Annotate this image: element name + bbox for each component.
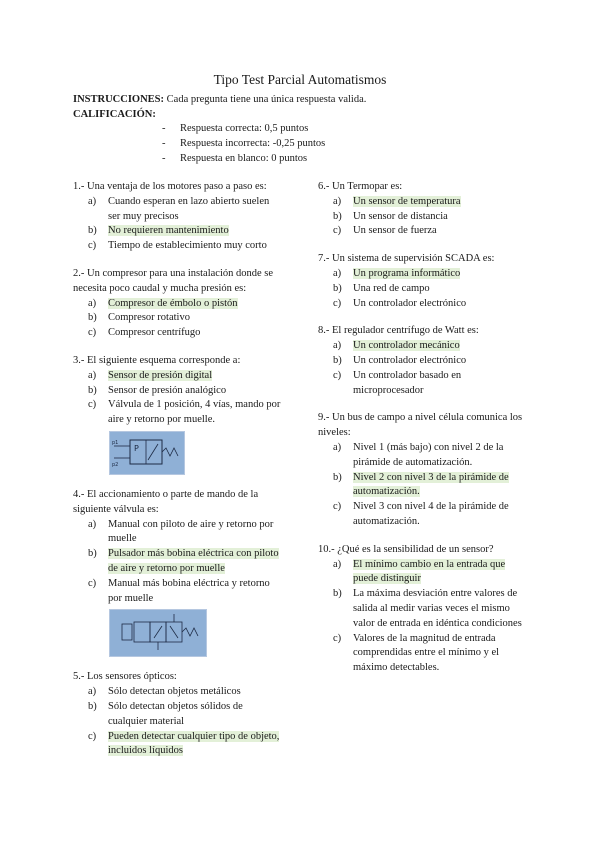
option-c[interactable]: c) Manual más bobina eléctrica y retorno por muelle bbox=[88, 577, 270, 604]
correct-answer-highlight: Un controlador mecánico bbox=[353, 340, 460, 352]
correct-answer-highlight: Compresor de émbolo o pistón bbox=[108, 297, 238, 309]
option-c[interactable]: c) Valores de la magnitud de entrada comprendidas entre el mínimo y el máximo detectables. bbox=[333, 632, 500, 674]
svg-text:p1: p1 bbox=[112, 439, 119, 446]
question-stem: 6.- Un Termopar es: bbox=[318, 181, 403, 192]
question-5 bbox=[73, 670, 281, 759]
scoring-item: - Respuesta incorrecta: -0,25 puntos bbox=[162, 138, 326, 149]
option-a[interactable]: a) Sensor de presión digital bbox=[88, 369, 213, 381]
question-2 bbox=[73, 267, 281, 341]
grading-label: CALIFICACIÓN: bbox=[73, 109, 156, 120]
option-a[interactable]: a) Sólo detectan objetos metálicos bbox=[88, 686, 241, 698]
question-stem: 2.- Un compresor para una instalación donde se necesita poco caudal y mucha presión es: bbox=[73, 267, 274, 294]
question-10 bbox=[318, 543, 526, 676]
option-c[interactable]: c) Compresor centrífugo bbox=[88, 327, 201, 339]
instructions-text: Cada pregunta tiene una única respuesta valida. bbox=[166, 94, 367, 105]
instructions-label: INSTRUCCIONES: bbox=[73, 94, 165, 105]
option-c[interactable]: c) Nivel 3 con nivel 4 de la pirámide de automatización. bbox=[333, 501, 509, 527]
page-title: Tipo Test Parcial Automatismos bbox=[213, 72, 387, 87]
correct-answer-highlight: Pulsador más bobina eléctrica con piloto de aire y retorno por muelle bbox=[108, 548, 279, 574]
question-7 bbox=[318, 252, 526, 311]
question-stem: 7.- Un sistema de supervisión SCADA es: bbox=[318, 253, 495, 265]
option-b[interactable]: b) La máxima desviación entre valores de salida al medir varias veces el mismo valor de entrada en idéntica condiciones bbox=[333, 588, 522, 629]
question-stem: 10.- ¿Qué es la sensibilidad de un sensor? bbox=[318, 543, 494, 555]
option-a[interactable]: a) Cuando esperan en lazo abierto suelen ser muy precisos bbox=[88, 195, 270, 222]
option-b[interactable]: b) Un sensor de distancia bbox=[333, 210, 448, 222]
scoring-item: - Respuesta correcta: 0,5 puntos bbox=[162, 123, 309, 134]
question-stem: 5.- Los sensores ópticos: bbox=[73, 671, 177, 683]
question-8 bbox=[318, 324, 526, 398]
correct-answer-highlight: El mínimo cambio en la entrada que puede distinguir bbox=[353, 558, 506, 585]
question-stem: 3.- El siguiente esquema corresponde a: bbox=[73, 354, 241, 366]
question-stem: 9.- Un bus de campo a nivel célula comunica los niveles: bbox=[318, 412, 523, 439]
correct-answer-highlight: Pueden detectar cualquier tipo de objeto, incluidos líquidos bbox=[108, 730, 280, 757]
option-b[interactable]: b) Pulsador más bobina eléctrica con piloto de aire y retorno por muelle bbox=[88, 548, 279, 574]
option-b[interactable]: b) Compresor rotativo bbox=[88, 312, 190, 324]
question-4 bbox=[73, 488, 281, 657]
correct-answer-highlight: No requieren mantenimiento bbox=[108, 225, 229, 237]
scoring-item: - Respuesta en blanco: 0 puntos bbox=[162, 153, 308, 164]
option-a[interactable]: a) Compresor de émbolo o pistón bbox=[88, 297, 238, 309]
right-column bbox=[318, 180, 526, 689]
option-b[interactable]: b) Un controlador electrónico bbox=[333, 354, 467, 366]
left-column bbox=[73, 180, 281, 772]
option-c[interactable]: c) Un controlador electrónico bbox=[333, 297, 467, 309]
question-stem: 1.- Una ventaja de los motores paso a paso es: bbox=[73, 181, 267, 192]
correct-answer-highlight: Sensor de presión digital bbox=[108, 369, 213, 381]
option-c[interactable]: c) Válvula de 1 posición, 4 vías, mando por aire y retorno por muelle. bbox=[88, 399, 281, 426]
option-c[interactable]: c) Un controlador basado en microprocesador bbox=[333, 369, 462, 396]
valve-diagram bbox=[109, 609, 207, 657]
option-a[interactable]: a) Un programa informático bbox=[333, 267, 461, 279]
option-b[interactable]: b) Nivel 2 con nivel 3 de la pirámide de automatización. bbox=[333, 471, 509, 498]
option-b[interactable]: b) Sensor de presión analógico bbox=[88, 384, 227, 396]
svg-text:p2: p2 bbox=[112, 461, 119, 468]
pressure-switch-diagram bbox=[109, 431, 185, 475]
option-b[interactable]: b) Una red de campo bbox=[333, 282, 430, 294]
correct-answer-highlight: Nivel 2 con nivel 3 de la pirámide de automatización. bbox=[353, 471, 509, 498]
option-c[interactable]: c) Tiempo de establecimiento muy corto bbox=[88, 240, 267, 252]
option-c[interactable]: c) Un sensor de fuerza bbox=[333, 225, 437, 237]
option-c[interactable]: c) Pueden detectar cualquier tipo de objeto, incluidos líquidos bbox=[88, 730, 280, 757]
question-1 bbox=[73, 180, 281, 254]
option-a[interactable]: a) Un controlador mecánico bbox=[333, 340, 460, 352]
option-a[interactable]: a) Un sensor de temperatura bbox=[333, 195, 461, 207]
option-a[interactable]: a) Nivel 1 (más bajo) con nivel 2 de la pirámide de automatización. bbox=[333, 441, 504, 468]
option-b[interactable]: b) No requieren mantenimiento bbox=[88, 225, 229, 237]
correct-answer-highlight: Un programa informático bbox=[353, 267, 461, 279]
scoring-list bbox=[162, 121, 325, 166]
fig1-p-label: P bbox=[134, 443, 139, 453]
option-b[interactable]: b) Sólo detectan objetos sólidos de cualquier material bbox=[88, 700, 243, 727]
option-a[interactable]: a) El mínimo cambio en la entrada que puede distinguir bbox=[333, 558, 506, 585]
instructions bbox=[73, 92, 543, 122]
question-9 bbox=[318, 411, 526, 529]
question-6 bbox=[318, 180, 526, 239]
question-stem: 4.- El accionamiento o parte de mando de la siguiente válvula es: bbox=[73, 488, 259, 515]
correct-answer-highlight: Un sensor de temperatura bbox=[353, 195, 461, 207]
option-a[interactable]: a) Manual con piloto de aire y retorno por muelle bbox=[88, 518, 274, 545]
question-stem: 8.- El regulador centrífugo de Watt es: bbox=[318, 325, 479, 337]
question-3 bbox=[73, 354, 281, 475]
